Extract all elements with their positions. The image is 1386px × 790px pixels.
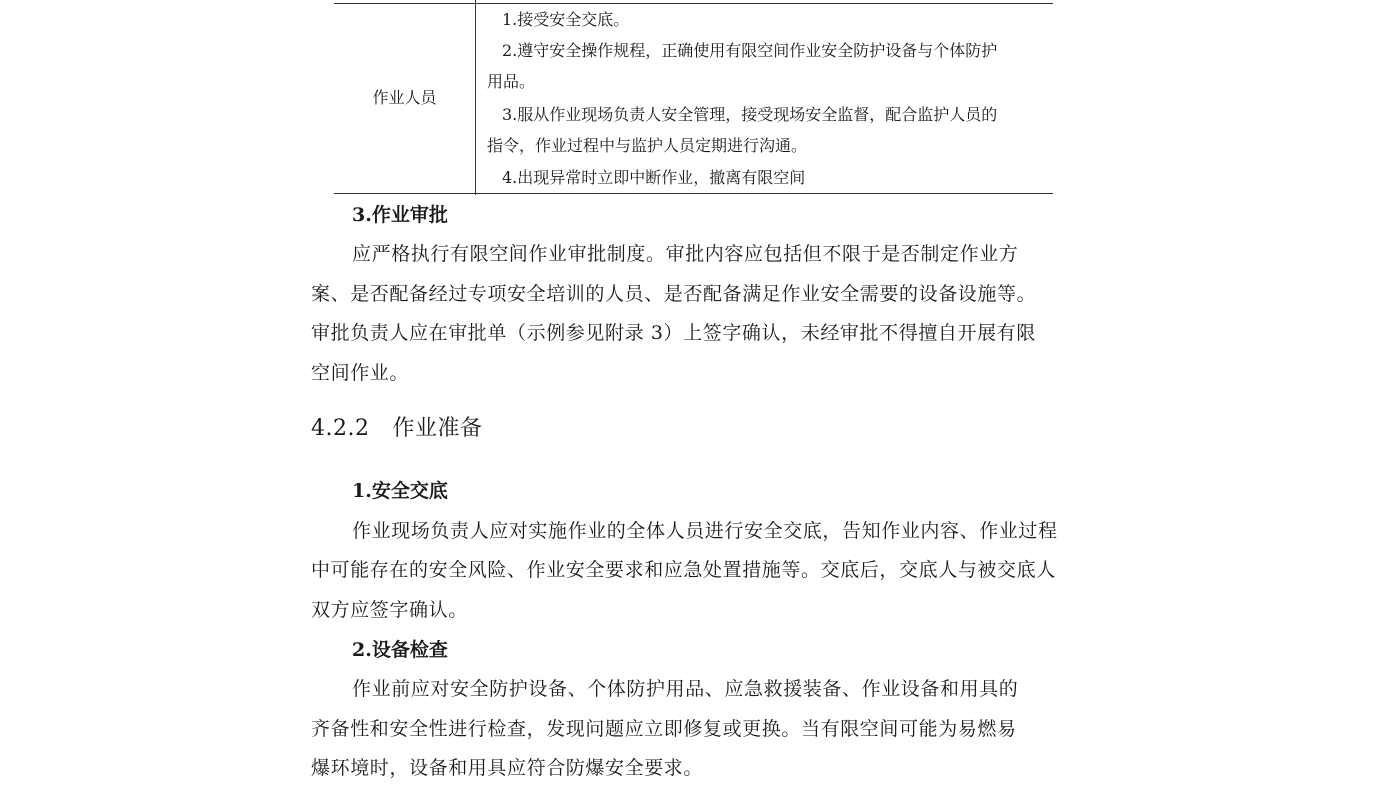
briefing-line-1: 作业现场负责人应对实施作业的全体人员进行安全交底，告知作业内容、作业过程: [352, 520, 1058, 542]
section-number: 4.2.2: [311, 416, 370, 441]
approval-line-2: 案、是否配备经过专项安全培训的人员、是否配备满足作业安全需要的设备设施等。: [311, 283, 1037, 305]
briefing-line-3: 双方应签字确认。: [311, 599, 468, 621]
table-top-rule: [334, 3, 1053, 4]
inspection-line-3: 爆环境时，设备和用具应符合防爆安全要求。: [311, 757, 704, 779]
briefing-line-2: 中可能存在的安全风险、作业安全要求和应急处置措施等。交底后，交底人与被交底人: [311, 559, 1056, 581]
section-heading: [311, 414, 483, 444]
inspection-line-1: 作业前应对安全防护设备、个体防护用品、应急救援装备、作业设备和用具的: [352, 678, 1019, 700]
duty-item-2: 2.遵守安全操作规程，正确使用有限空间作业安全防护设备与个体防护: [502, 41, 998, 60]
section-title: 作业准备: [392, 416, 483, 441]
duty-item-3: 3.服从作业现场负责人安全管理，接受现场安全监督，配合监护人员的: [502, 105, 998, 124]
table-bottom-rule: [334, 193, 1053, 194]
approval-line-1: 应严格执行有限空间作业审批制度。审批内容应包括但不限于是否制定作业方: [352, 243, 1019, 265]
table-column-divider: [475, 0, 476, 195]
briefing-heading: 1.安全交底: [352, 480, 448, 502]
inspection-heading: 2.设备检查: [352, 639, 448, 661]
table-role-cell: 作业人员: [372, 88, 437, 107]
duty-item-1: 1.接受安全交底。: [502, 10, 630, 29]
duty-item-2-cont: 用品。: [487, 72, 536, 91]
inspection-line-2: 齐备性和安全性进行检查，发现问题应立即修复或更换。当有限空间可能为易燃易: [311, 718, 1017, 740]
duty-item-3-cont: 指令，作业过程中与监护人员定期进行沟通。: [487, 136, 808, 155]
approval-line-4: 空间作业。: [311, 362, 410, 384]
approval-line-3: 审批负责人应在审批单（示例参见附录 3）上签字确认，未经审批不得擅自开展有限: [311, 322, 1036, 344]
duty-table: [334, 0, 1053, 195]
duty-item-4: 4.出现异常时立即中断作业，撤离有限空间: [502, 168, 806, 187]
approval-heading: 3.作业审批: [352, 204, 448, 226]
